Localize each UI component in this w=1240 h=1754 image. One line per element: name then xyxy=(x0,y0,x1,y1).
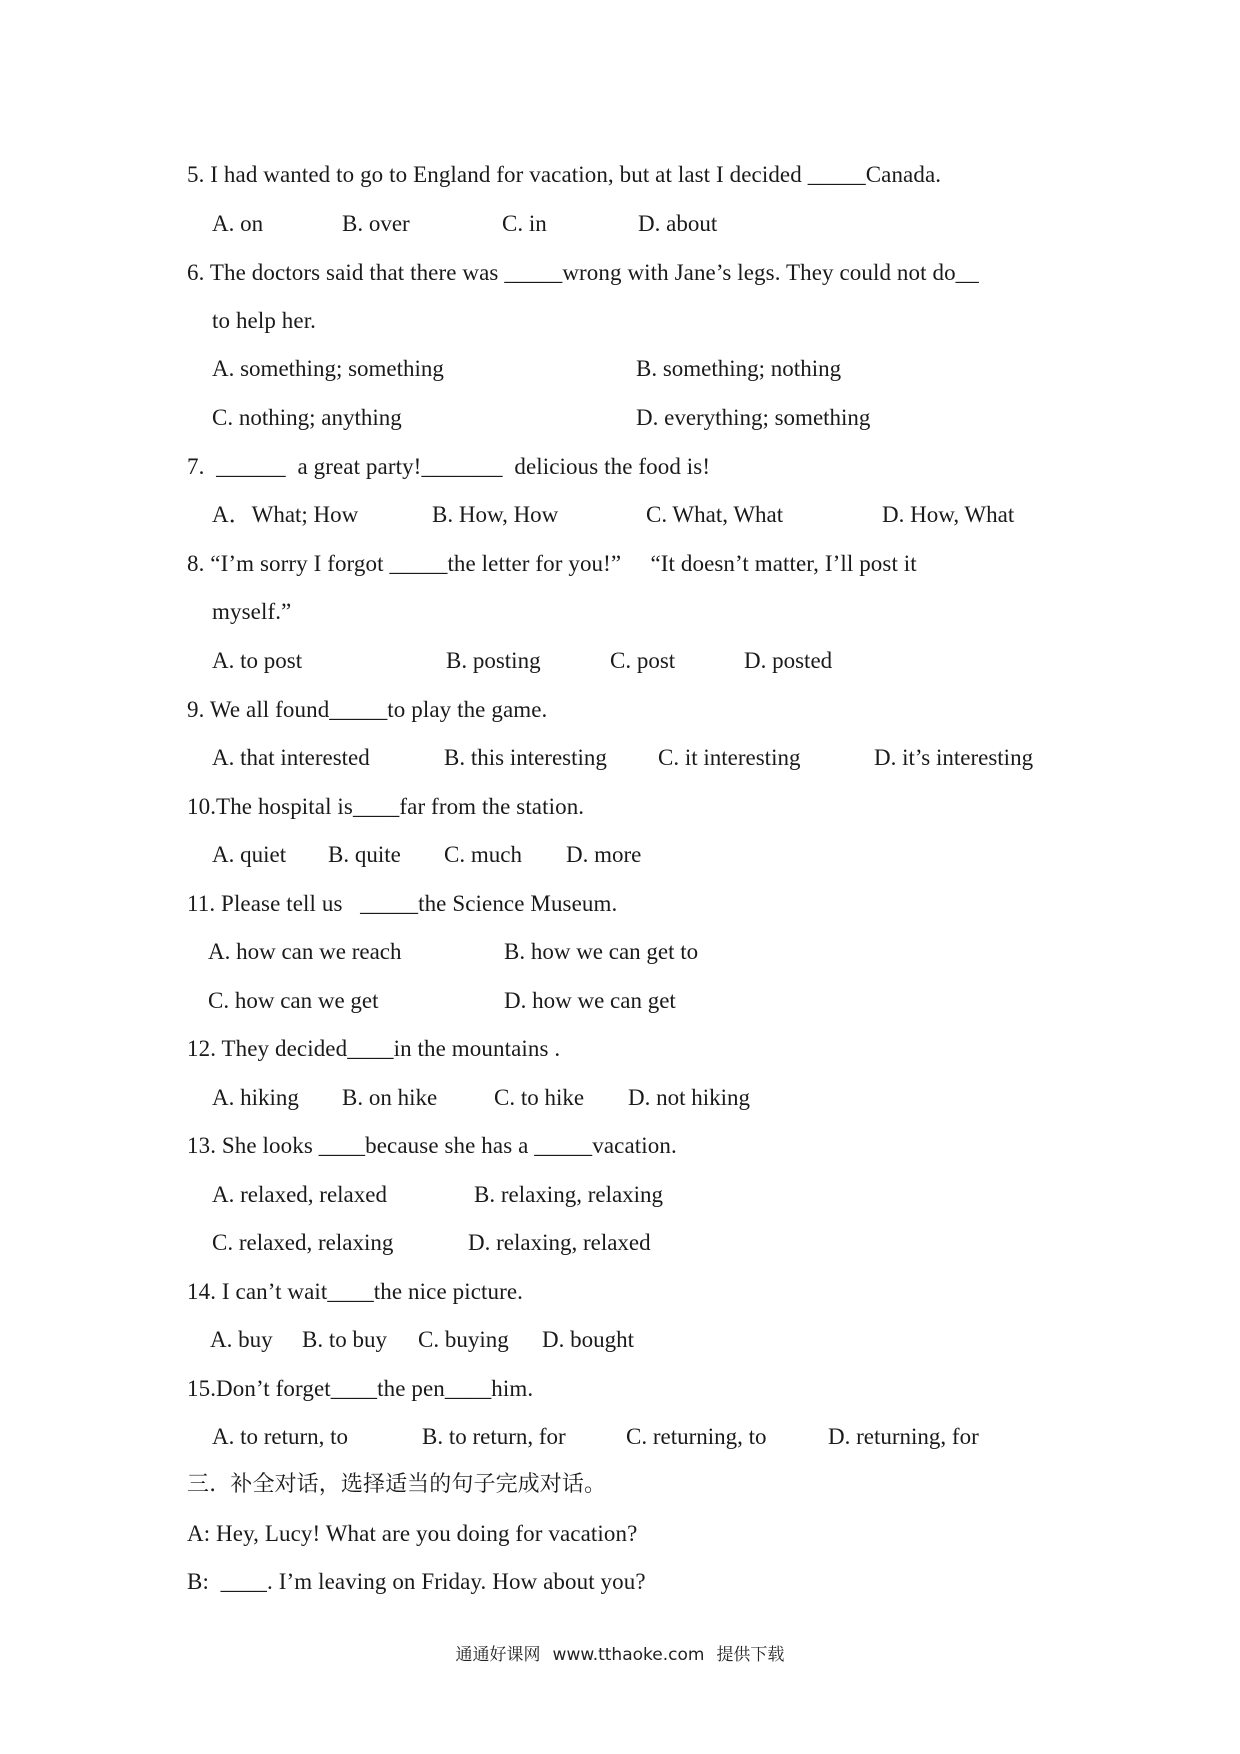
question-10-option-a: A. quiet xyxy=(212,842,287,867)
question-9-option-d: D. it’s interesting xyxy=(874,745,1034,770)
dialogue-line-b: B: ____. I’m leaving on Friday. How about you? xyxy=(187,1569,646,1594)
footer-url[interactable]: www.tthaoke.com xyxy=(552,1645,705,1665)
question-13-option-a: A. relaxed, relaxed xyxy=(212,1182,387,1207)
question-7-option-c: C. What, What xyxy=(646,502,784,527)
question-9-option-c: C. it interesting xyxy=(658,745,801,770)
question-10-option-d: D. more xyxy=(566,842,642,867)
dialogue-line-a: A: Hey, Lucy! What are you doing for vacation? xyxy=(187,1521,638,1546)
question-14-option-a: A. buy xyxy=(210,1327,273,1352)
question-12-option-c: C. to hike xyxy=(494,1085,585,1110)
question-6-option-d: D. everything; something xyxy=(636,405,871,430)
question-10-option-b: B. quite xyxy=(328,842,401,867)
question-11-option-d: D. how we can get xyxy=(504,988,676,1013)
question-8-stem-continued: myself.” xyxy=(212,599,292,624)
question-9-option-a: A. that interested xyxy=(212,745,370,770)
question-12-option-a: A. hiking xyxy=(212,1085,299,1110)
question-8-option-c: C. post xyxy=(610,648,676,673)
question-11-stem: 11. Please tell us _____the Science Museum. xyxy=(187,891,618,916)
question-7-stem: 7. ______ a great party!_______ delicious the food is! xyxy=(187,454,711,479)
question-6-stem: 6. The doctors said that there was _____wrong with Jane’s legs. They could not do__ xyxy=(187,260,979,285)
question-8-stem: 8. “I’m sorry I forgot _____the letter for you!” “It doesn’t matter, I’ll post it xyxy=(187,551,917,576)
question-13-option-c: C. relaxed, relaxing xyxy=(212,1230,394,1255)
question-5-option-d: D. about xyxy=(638,211,718,236)
question-15-option-d: D. returning, for xyxy=(828,1424,979,1449)
question-8-option-d: D. posted xyxy=(744,648,833,673)
question-12-stem: 12. They decided____in the mountains . xyxy=(187,1036,561,1061)
question-7-option-a: A．What; How xyxy=(212,502,359,527)
question-5-option-c: C. in xyxy=(502,211,547,236)
question-10-stem: 10.The hospital is____far from the station. xyxy=(187,794,585,819)
question-11-option-c: C. how can we get xyxy=(208,988,379,1013)
question-12-option-b: B. on hike xyxy=(342,1085,438,1110)
question-8-option-a: A. to post xyxy=(212,648,303,673)
question-8-option-b: B. posting xyxy=(446,648,541,673)
question-7-option-d: D. How, What xyxy=(882,502,1015,527)
question-13-option-d: D. relaxing, relaxed xyxy=(468,1230,651,1255)
footer-suffix: 提供下载 xyxy=(716,1645,785,1665)
question-6-option-b: B. something; nothing xyxy=(636,356,842,381)
page-footer xyxy=(0,1640,1240,1665)
question-6-stem-continued: to help her. xyxy=(212,308,317,333)
question-6-option-a: A. something; something xyxy=(212,356,444,381)
section-3-heading: 三. 补全对话，选择适当的句子完成对话。 xyxy=(187,1472,607,1497)
question-12-option-d: D. not hiking xyxy=(628,1085,751,1110)
question-5-option-b: B. over xyxy=(342,211,410,236)
question-9-option-b: B. this interesting xyxy=(444,745,607,770)
question-15-option-a: A. to return, to xyxy=(212,1424,349,1449)
question-10-option-c: C. much xyxy=(444,842,522,867)
question-13-option-b: B. relaxing, relaxing xyxy=(474,1182,664,1207)
question-14-option-b: B. to buy xyxy=(302,1327,387,1352)
question-6-option-c: C. nothing; anything xyxy=(212,405,402,430)
question-15-stem: 15.Don’t forget____the pen____him. xyxy=(187,1376,534,1401)
question-9-stem: 9. We all found_____to play the game. xyxy=(187,697,548,722)
question-14-stem: 14. I can’t wait____the nice picture. xyxy=(187,1279,524,1304)
question-11-option-b: B. how we can get to xyxy=(504,939,699,964)
question-5-option-a: A. on xyxy=(212,211,264,236)
footer-site-name: 通通好课网 xyxy=(455,1645,541,1665)
question-11-option-a: A. how can we reach xyxy=(208,939,402,964)
question-7-option-b: B. How, How xyxy=(432,502,559,527)
question-15-option-c: C. returning, to xyxy=(626,1424,767,1449)
question-13-stem: 13. She looks ____because she has a _____vacation. xyxy=(187,1133,677,1158)
question-14-option-d: D. bought xyxy=(542,1327,634,1352)
question-5-stem: 5. I had wanted to go to England for vacation, but at last I decided _____Canada. xyxy=(187,162,942,187)
question-14-option-c: C. buying xyxy=(418,1327,509,1352)
question-15-option-b: B. to return, for xyxy=(422,1424,566,1449)
